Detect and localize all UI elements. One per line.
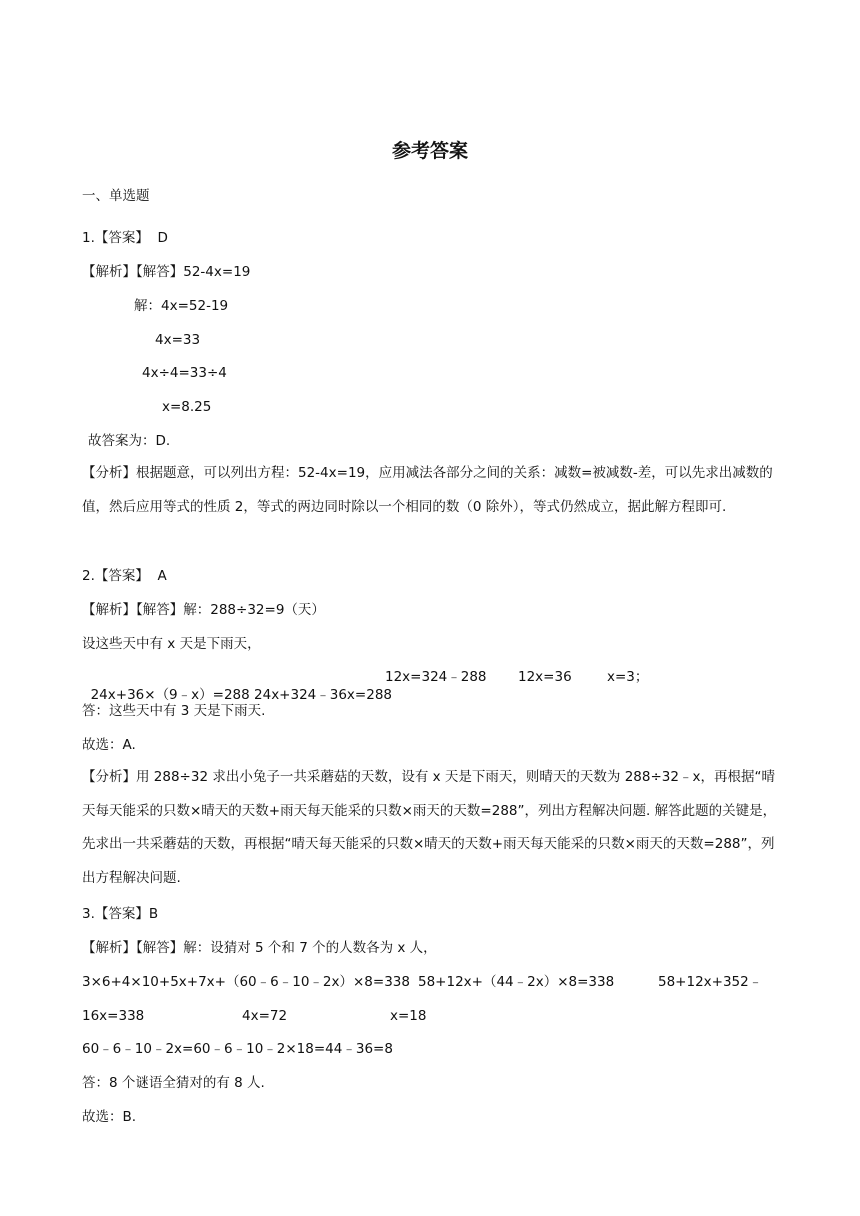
q1-solution-line: 【解析】【解答】52-4x=19 [82, 264, 251, 280]
q1-answer: 1.【答案】 D [82, 230, 168, 246]
q1-solution-line: 4x=33 [155, 332, 201, 348]
q3-equation-step: 16x=338 [82, 1008, 145, 1024]
q2-equation-step: 24x+36×（9﹣x）=288 24x+324﹣36x=288 [90, 687, 393, 703]
q1-conclusion: 故答案为：D. [88, 433, 171, 449]
q2-equation-step: 12x=324﹣288 [385, 669, 487, 685]
q2-solution-line: 设这些天中有 x 天是下雨天， [82, 636, 261, 652]
q2-answer: 2.【答案】 A [82, 568, 167, 584]
q2-conclusion: 故选：A. [82, 737, 136, 753]
q3-equation-step: 58+12x+352﹣ [658, 974, 763, 990]
section-heading: 一、单选题 [82, 188, 150, 204]
q1-analysis: 【分析】根据题意，可以列出方程：52-4x=19，应用减法各部分之间的关系：减数=被减数-差，可以先求出减数的值，然后应用等式的性质 2，等式的两边同时除以一个相同的数（0 除外），等式仍然成立，据此解方程即可. [82, 465, 773, 515]
q2-equation-step: x=3； [607, 669, 649, 685]
q3-solution-line: 60﹣6﹣10﹣2x=60﹣6﹣10﹣2×18=44﹣36=8 [82, 1041, 393, 1057]
q1-solution-line: 4x÷4=33÷4 [142, 365, 227, 381]
q1-solution-line: 解：4x=52-19 [134, 298, 229, 314]
q3-answer: 3.【答案】B [82, 906, 159, 922]
q2-equation-step: 12x=36 [518, 669, 572, 685]
q3-equation-step: 4x=72 [242, 1008, 288, 1024]
q2-solution-line: 【解析】【解答】解：288÷32=9（天） [82, 602, 325, 618]
q2-solution-line: 答：这些天中有 3 天是下雨天. [82, 703, 266, 719]
q3-conclusion: 故选：B. [82, 1109, 137, 1125]
q2-solution-line [82, 668, 392, 704]
page-title: 参考答案 [391, 140, 468, 162]
q3-equation-step: 58+12x+（44﹣2x）×8=338 [418, 974, 615, 990]
q3-solution-line: 答：8 个谜语全猜对的有 8 人. [82, 1075, 265, 1091]
q3-equation-step: x=18 [390, 1008, 427, 1024]
q1-solution-line: x=8.25 [162, 399, 212, 415]
q3-solution-line: 【解析】【解答】解：设猜对 5 个和 7 个的人数各为 x 人， [82, 940, 437, 956]
q3-equation-step: 3×6+4×10+5x+7x+（60﹣6﹣10﹣2x）×8=338 [82, 974, 410, 990]
q2-analysis: 【分析】用 288÷32 求出小兔子一共采蘑菇的天数，设有 x 天是下雨天，则晴天的天数为 288÷32﹣x，再根据“晴天每天能采的只数×晴天的天数+雨天每天能采的只数×雨天的天数=288”，列出方程解决问题. 解答此题的关键是，先求出一共采蘑菇的天数，再根据“晴天每天能采的只数×晴天的天数+雨天每天能采的只数×雨天的天数=288”，列出方程解决问题. [82, 769, 777, 886]
